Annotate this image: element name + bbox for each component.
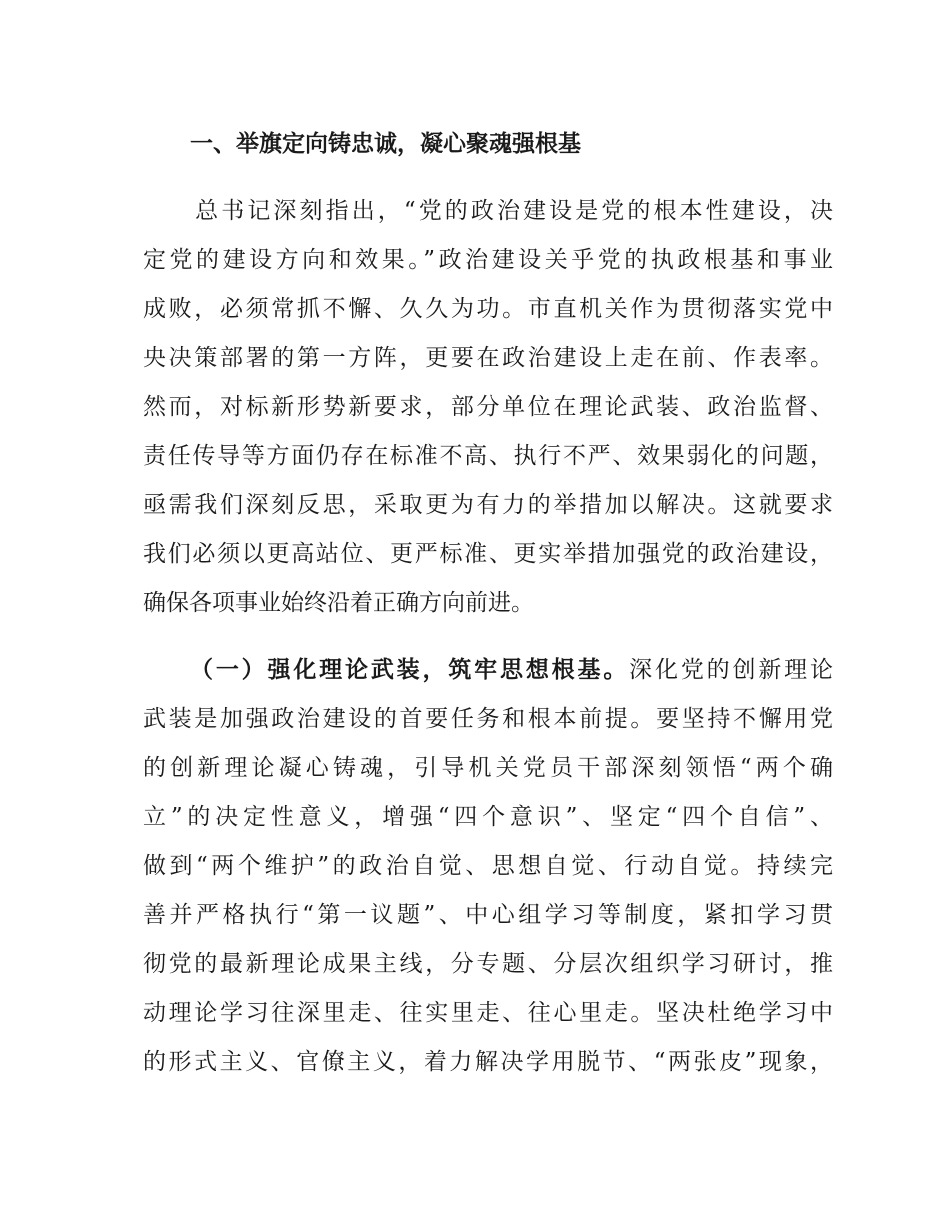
paragraph1-line-9: 确保各项事业始终沿着正确方向前进。 xyxy=(143,590,534,616)
paragraph1-line-5: 然而，对标新形势新要求，部分单位在理论武装、政治监督、 xyxy=(143,394,833,420)
paragraph2-first-line-text: 深化党的创新理论 xyxy=(629,657,834,683)
paragraph1-line-2: 定党的建设方向和效果。”政治建设关乎党的执政根基和事业 xyxy=(143,247,833,273)
paragraph1-line-7: 亟需我们深刻反思，采取更为有力的举措加以解决。这就要求 xyxy=(143,492,833,518)
paragraph2-line-3: 的创新理论凝心铸魂，引导机关党员干部深刻领悟“两个确 xyxy=(143,755,833,781)
paragraph2-line-6: 善并严格执行“第一议题”、中心组学习等制度，紧扣学习贯 xyxy=(143,902,833,928)
paragraph2-lead-heading: （一）强化理论武装，筑牢思想根基。 xyxy=(190,657,630,683)
paragraph1-line-1: 总书记深刻指出，“党的政治建设是党的根本性建设，决 xyxy=(143,198,833,224)
paragraph2-line-8: 动理论学习往深里走、往实里走、往心里走。坚决杜绝学习中 xyxy=(143,1000,833,1026)
paragraph1-line-4: 央决策部署的第一方阵，更要在政治建设上走在前、作表率。 xyxy=(143,345,833,371)
paragraph2-line-7: 彻党的最新理论成果主线，分专题、分层次组织学习研讨，推 xyxy=(143,951,833,977)
paragraph1-line-8: 我们必须以更高站位、更严标准、更实举措加强党的政治建设， xyxy=(143,541,833,567)
paragraph2-line-5: 做到“两个维护”的政治自觉、思想自觉、行动自觉。持续完 xyxy=(143,853,833,879)
section-heading: 一、举旗定向铸忠诚，凝心聚魂强根基 xyxy=(190,131,581,157)
paragraph1-line-6: 责任传导等方面仍存在标准不高、执行不严、效果弱化的问题， xyxy=(143,443,833,469)
paragraph1-line-3: 成败，必须常抓不懈、久久为功。市直机关作为贯彻落实党中 xyxy=(143,296,833,322)
paragraph2-line-2: 武装是加强政治建设的首要任务和根本前提。要坚持不懈用党 xyxy=(143,706,833,732)
paragraph2-line-4: 立”的决定性意义，增强“四个意识”、坚定“四个自信”、 xyxy=(143,804,833,830)
paragraph2-line-9: 的形式主义、官僚主义，着力解决学用脱节、“两张皮”现象， xyxy=(143,1049,833,1075)
paragraph2-first-line xyxy=(190,650,833,690)
